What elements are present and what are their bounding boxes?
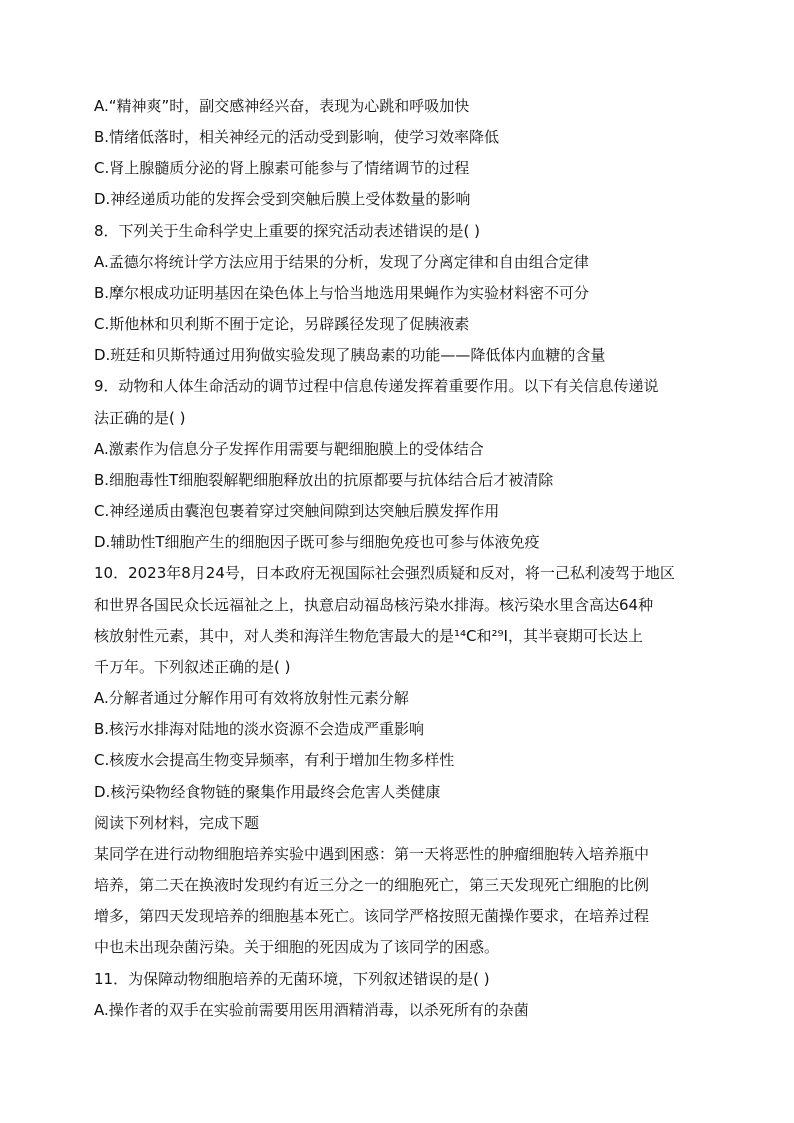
question-line: 10．2023年8月24号，日本政府无视国际社会强烈质疑和反对，将一己私利凌驾于地区 — [94, 564, 675, 582]
text-line: D.神经递质功能的发挥会受到突触后膜上受体数量的影响 — [94, 190, 471, 208]
text-line: B.情绪低落时，相关神经元的活动受到影响，使学习效率降低 — [94, 128, 500, 146]
text-line: 中也未出现杂菌污染。关于细胞的死因成为了该同学的困惑。 — [94, 938, 500, 956]
text-line: C.核废水会提高生物变异频率，有利于增加生物多样性 — [94, 751, 455, 769]
text-line: D.班廷和贝斯特通过用狗做实验发现了胰岛素的功能——降低体内血糖的含量 — [94, 346, 606, 364]
text-line: A.操作者的双手在实验前需要用医用酒精消毒，以杀死所有的杂菌 — [94, 1001, 529, 1019]
question-line: 9．动物和人体生命活动的调节过程中信息传递发挥着重要作用。以下有关信息传递说 — [94, 377, 659, 395]
text-line: B.核污水排海对陆地的淡水资源不会造成严重影响 — [94, 720, 425, 738]
question-line: 法正确的是( ) — [94, 409, 186, 427]
question-line: 千万年。下列叙述正确的是( ) — [94, 658, 291, 676]
text-line: B.细胞毒性T细胞裂解靶细胞释放出的抗原都要与抗体结合后才被清除 — [94, 471, 554, 489]
text-line: C.斯他林和贝利斯不囿于定论，另辟蹊径发现了促胰液素 — [94, 315, 470, 333]
question-line: 和世界各国民众长远福祉之上，执意启动福岛核污染水排海。核污染水里含高达64种 — [94, 596, 654, 614]
text-line: 培养，第二天在换液时发现约有近三分之一的细胞死亡，第三天发现死亡细胞的比例 — [94, 876, 650, 894]
text-line: A.“精神爽”时，副交感神经兴奋，表现为心跳和呼吸加快 — [94, 97, 470, 115]
text-line: D.辅助性T细胞产生的细胞因子既可参与细胞免疫也可参与体液免疫 — [94, 533, 540, 551]
text-line: 某同学在进行动物细胞培养实验中遇到困惑：第一天将恶性的肿瘤细胞转入培养瓶中 — [94, 845, 650, 863]
text-line: B.摩尔根成功证明基因在染色体上与恰当地选用果蝇作为实验材料密不可分 — [94, 284, 590, 302]
text-line: A.分解者通过分解作用可有效将放射性元素分解 — [94, 689, 409, 707]
text-line: 增多，第四天发现培养的细胞基本死亡。该同学严格按照无菌操作要求，在培养过程 — [94, 907, 650, 925]
section-heading: 阅读下列材料，完成下题 — [94, 814, 260, 832]
question-line: 11．为保障动物细胞培养的无菌环境，下列叙述错误的是( ) — [94, 970, 490, 988]
question-line: 核放射性元素，其中，对人类和海洋生物危害最大的是¹⁴C和²⁹I，其半衰期可长达上 — [94, 627, 643, 645]
text-line: A.孟德尔将统计学方法应用于结果的分析，发现了分离定律和自由组合定律 — [94, 253, 589, 271]
text-line: C.神经递质由囊泡包裹着穿过突触间隙到达突触后膜发挥作用 — [94, 502, 500, 520]
text-line: D.核污染物经食物链的聚集作用最终会危害人类健康 — [94, 783, 441, 801]
question-line: 8．下列关于生命科学史上重要的探究活动表述错误的是( ) — [94, 222, 481, 240]
text-line: A.激素作为信息分子发挥作用需要与靶细胞膜上的受体结合 — [94, 440, 484, 458]
text-line: C.肾上腺髓质分泌的肾上腺素可能参与了情绪调节的过程 — [94, 159, 470, 177]
